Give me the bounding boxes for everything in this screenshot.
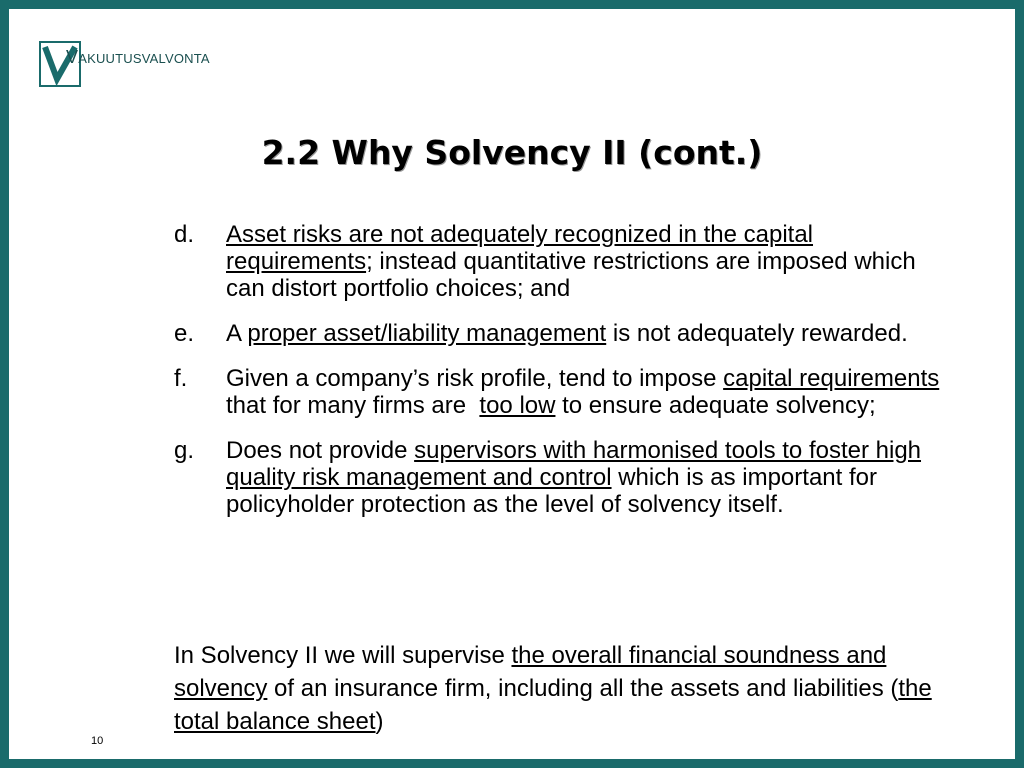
conclusion-paragraph xyxy=(174,639,954,738)
item-list xyxy=(174,221,954,536)
list-marker: f. xyxy=(174,365,188,392)
underlined-text: the overall financial soundness and solvency xyxy=(174,642,887,702)
text-segment: which is as important for policyholder protection as the level of solvency itself. xyxy=(226,464,877,518)
text-segment: ; instead quantitative restrictions are imposed which can distort portfolio choices; and xyxy=(226,248,916,302)
underlined-text: the total balance sheet xyxy=(174,675,932,735)
text-segment: A xyxy=(226,320,248,347)
text-segment: to ensure adequate solvency; xyxy=(555,392,876,419)
list-marker: d. xyxy=(174,221,195,248)
logo-text: Vakuutusvalvonta xyxy=(66,47,210,67)
underlined-text: proper asset/liability management xyxy=(247,320,607,347)
list-item xyxy=(174,437,954,518)
item-text xyxy=(226,320,954,347)
underlined-text: supervisors with harmonised tools to foster high quality risk management and control xyxy=(226,437,922,491)
list-marker: g. xyxy=(174,437,195,464)
text-segment: of an insurance firm, including all the assets and liabilities ( xyxy=(267,675,899,702)
underlined-text: Asset risks are not adequately recognized in the capital requirements xyxy=(226,221,814,275)
text-segment: Given a company’s risk profile, tend to impose xyxy=(226,365,724,392)
item-text xyxy=(226,437,954,518)
slide xyxy=(9,9,1015,759)
slide-title: 2.2 Why Solvency II (cont.) xyxy=(261,133,763,172)
underlined-text: too low xyxy=(479,392,556,419)
page-number: 10 xyxy=(91,735,104,747)
list-item xyxy=(174,365,954,419)
list-item xyxy=(174,320,954,347)
text-segment: is not adequately rewarded. xyxy=(606,320,908,347)
item-text xyxy=(226,365,954,419)
text-segment: In Solvency II we will supervise xyxy=(174,642,512,669)
text-segment: that for many firms are xyxy=(226,365,946,419)
text-segment: Does not provide xyxy=(226,437,415,464)
list-item xyxy=(174,221,954,302)
text-segment: ) xyxy=(375,708,384,735)
underlined-text: capital requirements xyxy=(723,365,940,392)
item-text xyxy=(226,221,954,302)
list-marker: e. xyxy=(174,320,195,347)
